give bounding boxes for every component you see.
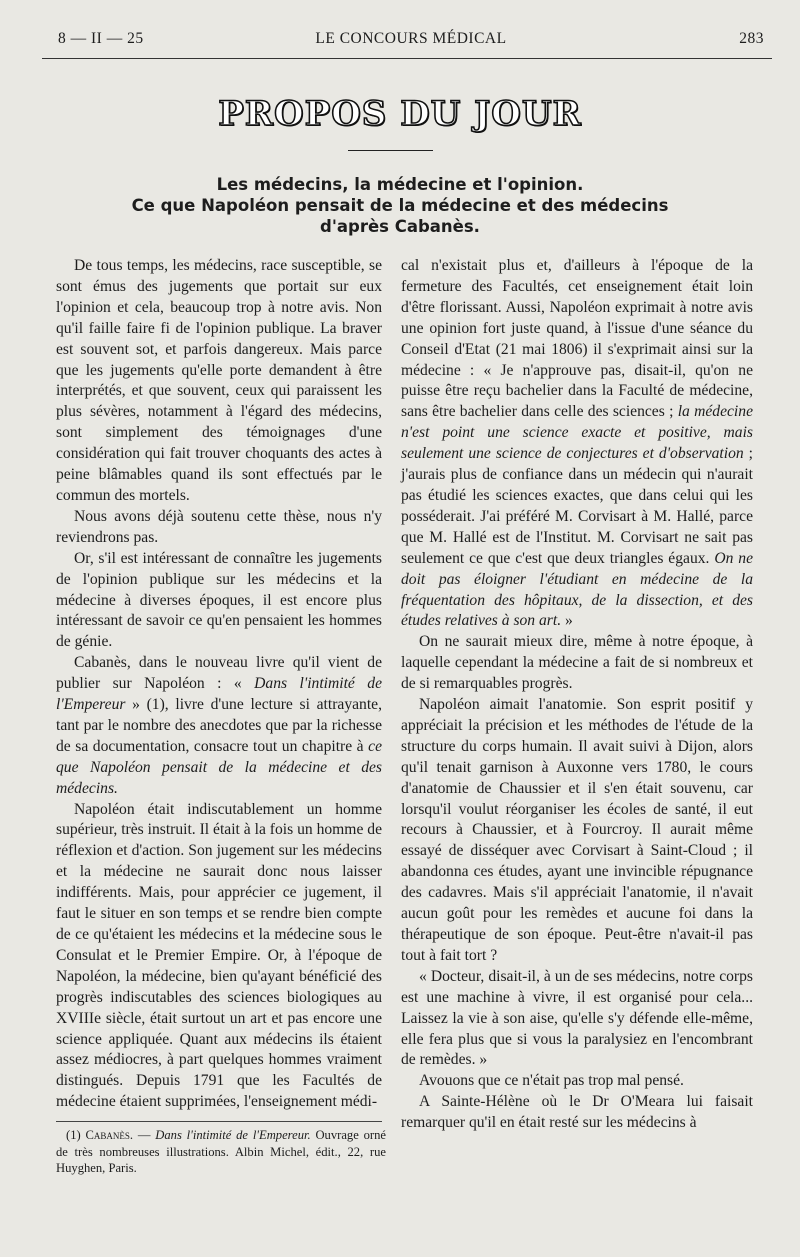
text-run: Cabanès. (85, 1128, 134, 1142)
article-subtitle (60, 174, 740, 237)
right-column (401, 256, 753, 1134)
paragraph (56, 800, 382, 1114)
italic-text: Dans l'intimité de l'Empereur. (155, 1128, 311, 1142)
italic-text: On ne doit pas éloigner l'étudiant en médecine de la fréquentation des hôpitaux, de la dissection, et des études relatives à son art. (401, 549, 753, 630)
text-run: cal n'existait plus et, d'ailleurs à l'époque de la fermeture des Facultés, cet enseignement était loin d'être florissant. Aussi, Napoléon exprimait à notre avis une opinion fort juste quand, à l'issue d'une séance du Conseil d'Etat (21 mai 1806) il s'exprimait ainsi sur la médecine : « Je n'approuve pas, disait-il, qu'on ne puisse être reçu bachelier dans la Faculté de médecine, sans être bachelier dans celle des sciences ; (401, 257, 753, 421)
italic-text: Dans l'intimité de l'Empereur (56, 675, 382, 714)
text-run: Nous avons déjà soutenu cette thèse, nous n'y reviendrons pas. (56, 507, 382, 546)
text-run: Cabanès, dans le nouveau livre qu'il vient de publier sur Napoléon : « (56, 654, 382, 693)
text-run: ; j'aurais plus de confiance dans un médecin qui n'aurait pas étudié les sciences exactes, que dans celui qui les posséderait. J'ai préféré M. Corvisart à M. Hallé, parce que M. Hallé est de l'Institut. M. Corvisart ne sait pas seulement ce que c'est que deux triangles égaux. (401, 445, 754, 567)
footnote (56, 1127, 386, 1177)
subtitle-line: d'après Cabanès. (320, 217, 480, 236)
paragraph (401, 695, 753, 967)
text-run: » (561, 612, 573, 630)
text-run: De tous temps, les médecins, race susceptible, se sont émus des jugements que portait sur eux l'opinion et cela, beaucoup trop à notre avis. Non qu'il faille faire fi de l'opinion publique. La braver est souvent sot, et parfois dangereux. Mais parce que les jugements qu'elle porte demandent à être interprétés, et que souvent, ceux qui paraissent les plus sévères, notamment à l'égard des médecins, sont simplement des témoignages d'une considération qui fait trouver choquants des actes à peine blâmables quand ils sont effectués par le commun des mortels. (56, 257, 382, 504)
paragraph (401, 1071, 753, 1092)
text-run: « Docteur, disait-il, à un de ses médecins, notre corps est une machine à vivre, il est organisé pour cela... Laissez la vie à son aise, qu'elle s'y défende elle-même, elle fera plus que si vous la paralysiez en l'encombrant de remèdes. » (401, 967, 753, 1069)
italic-text: la médecine n'est point une science exacte et positive, mais seulement une science de conjectures et d'observation (401, 403, 753, 463)
paragraph (401, 256, 753, 632)
paragraph (401, 967, 753, 1072)
page-number: 283 (739, 30, 764, 47)
title-divider (348, 150, 433, 151)
paragraph (56, 653, 382, 799)
text-run: Ouvrage orné de très nombreuses illustrations. Albin Michel, édit., 22, rue Huyghen, Paris. (56, 1128, 386, 1175)
text-run: Napoléon aimait l'anatomie. Son esprit positif y appréciait la précision et les méthodes de l'étude de la structure du corps humain. Il avait suivi à Dijon, alors qu'il tenait garnison à Auxonne vers 1780, le cours d'anatomie de Chaussier et il s'en était souvenu, car lorsqu'il voulut réorganiser les écoles de santé, il eut recours à Chaussier, et à Fourcroy. Il aurait même essayé de disséquer avec Corvisart à Saint-Cloud ; il abandonna ces études, ayant une invincible répugnance des cadavres. Mais s'il appréciait l'anatomie, il n'avait aucun goût pour les remèdes et aucune foi dans la thérapeutique de son époque. Peut-être n'avait-il pas tout à fait tort ? (401, 696, 753, 964)
paragraph (56, 507, 382, 549)
text-run: Avouons que ce n'était pas trop mal pensé. (419, 1072, 684, 1090)
text-run: » (1), livre d'une lecture si attrayante, tant par le nombre des anecdotes que par la richesse de sa documentation, consacre tout un chapitre à (56, 696, 382, 755)
left-column (56, 256, 382, 1113)
text-run: (1) (66, 1128, 86, 1142)
text-run: — (133, 1128, 156, 1142)
paragraph (56, 549, 382, 654)
footnote-text (56, 1127, 386, 1177)
running-head (58, 30, 764, 52)
issue-date: 8 — II — 25 (58, 30, 144, 47)
text-run: On ne saurait mieux dire, même à notre époque, à laquelle cependant la médecine a fait de si nombreux et de si remarquables progrès. (401, 633, 753, 693)
subtitle-line: Ce que Napoléon pensait de la médecine et des médecins (131, 196, 669, 215)
journal-title: LE CONCOURS MÉDICAL (315, 30, 507, 47)
footnote-rule (56, 1121, 382, 1122)
italic-text: ce que Napoléon pensait de la médecine et des médecins. (56, 737, 382, 797)
paragraph (401, 1092, 753, 1134)
text-run: Or, s'il est intéressant de connaître les jugements de l'opinion publique sur les médecins et la médecine à diverses époques, il est encore plus intéressant de savoir ce qu'en pensaient les hommes de génie. (56, 549, 382, 651)
header-rule (42, 58, 772, 59)
section-title: PROPOS DU JOUR (218, 94, 582, 134)
subtitle-line: Les médecins, la médecine et l'opinion. (216, 175, 584, 194)
paragraph (401, 632, 753, 695)
text-run: Napoléon était indiscutablement un homme supérieur, très instruit. Il était à la fois un homme de réflexion et d'action. Son jugement sur les médecins et la médecine ne saurait donc nous laisser indifférents. Mais, pour apprécier ce jugement, il faut le situer en son temps et se rendre bien compte de ce qu'étaient les médecins et la médecine sous le Consulat et le Premier Empire. Or, à l'époque de Napoléon, la médecine, bien qu'ayant bénéficié des progrès indiscutables des sciences biologiques au XVIIIe siècle, était surtout un art et pas encore une science appliquée. Quant aux médecins ils étaient assez médiocres, à part quelques hommes vraiment distingués. Depuis 1791 que les Facultés de médecine étaient supprimées, l'enseignement médi- (56, 800, 382, 1111)
paragraph (56, 256, 382, 507)
text-run: A Sainte-Hélène où le Dr O'Meara lui faisait remarquer qu'il en était resté sur les médecins à (401, 1093, 753, 1132)
